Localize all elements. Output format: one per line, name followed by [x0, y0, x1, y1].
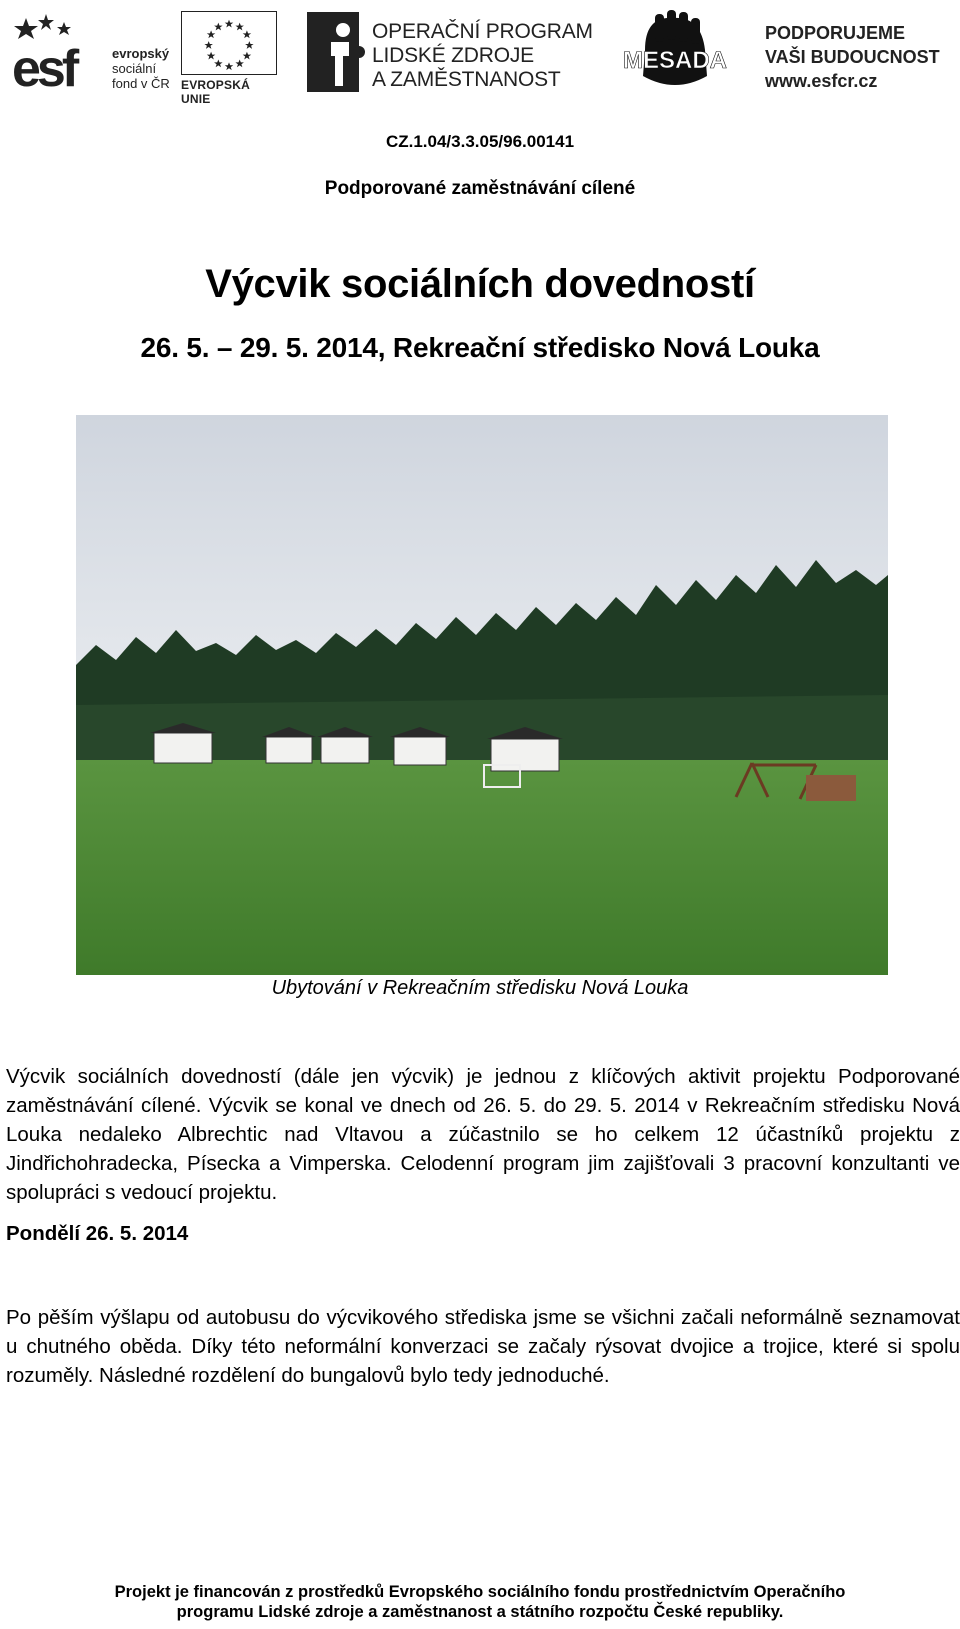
photo-caption: Ubytování v Rekreačním středisku Nová Louka	[271, 977, 689, 999]
eu-label: EVROPSKÁ UNIE	[181, 78, 250, 106]
mesada-name: MESADA	[622, 47, 728, 74]
esf-line-3: fond v ČR	[112, 76, 170, 91]
esf-line-2: sociální	[112, 61, 157, 76]
support-wordmark	[765, 21, 940, 93]
logo-bar	[0, 0, 960, 106]
esf-line-1: evropský	[112, 46, 170, 61]
intro-paragraph: Výcvik sociálních dovedností (dále jen výcvik) je jednou z klíčových aktivit projektu Podporované zaměstnávání cílené. Výcvik se konal ve dnech od 26. 5. do 29. 5. 2014 v Rekreačním středisku Nová Louka nedaleko Albrechtic nad Vltavou a zúčastnilo se ho celkem 12 účastníků projektu z Jindřichohradecka, Písecka a Vimperska. Celodenní program jim zajišťovali 3 pracovní konzultanti ve spolupráci s vedoucí projektu.	[6, 1065, 960, 1204]
esf-logo	[12, 12, 104, 92]
svg-text:esf: esf	[12, 40, 76, 92]
mesada-logo	[615, 10, 735, 94]
footer-line-1: Projekt je financován z prostředků Evropského sociálního fondu prostřednictvím Operačního	[114, 1583, 846, 1601]
page-title: Výcvik sociálních dovedností	[205, 262, 755, 306]
event-dateline: 26. 5. – 29. 5. 2014, Rekreační středisko Nová Louka	[140, 332, 820, 363]
esf-wordmark	[112, 46, 170, 91]
support-line-1: PODPORUJEME	[765, 23, 906, 43]
puzzle-figure-icon	[307, 12, 367, 92]
op-line-2: LIDSKÉ ZDROJE	[372, 44, 534, 67]
monday-paragraph: Po pěším výšlapu od autobusu do výcvikového střediska jsme se všichni začali neformálně seznamovat u chutného oběda. Díky této neformální konverzaci se začaly rýsovat dvojice a trojice, které si spolu rozuměly. Následné rozdělení do bungalovů bylo tedy jednoduché.	[6, 1306, 960, 1387]
project-name: Podporované zaměstnávání cílené	[324, 178, 636, 199]
funding-footer	[0, 1582, 960, 1622]
support-line-2: VAŠI BUDOUCNOST	[765, 47, 940, 67]
op-wordmark	[372, 20, 593, 92]
eu-flag-icon	[181, 11, 277, 75]
op-line-3: A ZAMĚSTNANOST	[372, 68, 561, 91]
footer-line-2: programu Lidské zdroje a zaměstnanost a státního rozpočtu České republiky.	[176, 1603, 784, 1621]
day-heading: Pondělí 26. 5. 2014	[6, 1222, 189, 1245]
support-line-3: www.esfcr.cz	[765, 71, 878, 91]
op-line-1: OPERAČNÍ PROGRAM	[372, 20, 593, 43]
resort-photo	[76, 415, 888, 975]
project-code: CZ.1.04/3.3.05/96.00141	[385, 132, 575, 151]
